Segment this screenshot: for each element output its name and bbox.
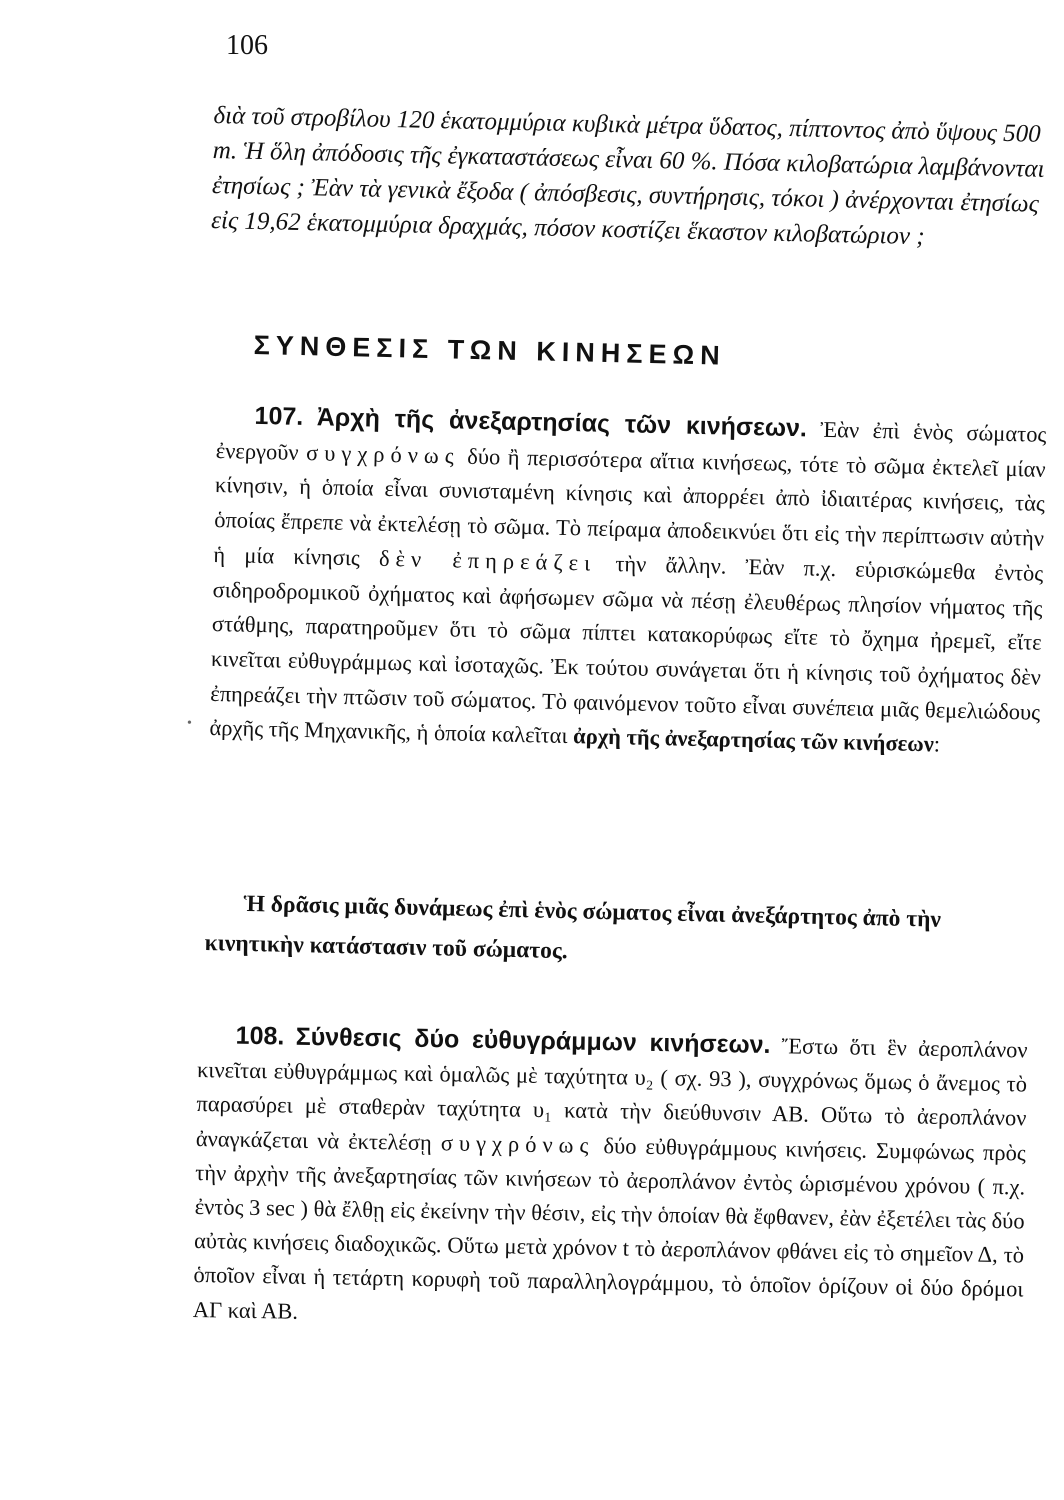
section-107-paragraph bbox=[209, 398, 1047, 765]
section-108-spaced-word: συγχρόνως bbox=[440, 1129, 595, 1158]
problem-text: διὰ τοῦ στροβίλου 120 ἑκατομμύρια κυβικὰ μέτρα ὕδατος, πίπτοντος ἀπὸ ὕψους 500 m. Ἡ ὅλη ἀπόδοσις τῆς ἐγκαταστάσεως εἶναι 60 %. Πόσα κιλοβατώρια λαμβάνονται ἐτησίως ; Ἐὰν τὰ γενικὰ ἔξοδα ( ἀπόσβεσις, συντήρησις, τόκοι ) ἀνέρχονται ἐτησίως εἰς 19,62 ἑκατομμύρια δραχμάς, πόσον κοστίζει ἕκαστον κιλοβατώριον ; bbox=[210, 101, 1045, 251]
section-108-text: Ἔστω ὅτι ἓν ἀεροπλάνον κινεῖται εὐθυγράμμως καὶ ὁμαλῶς μὲ ταχύτητα υ₂ ( σχ. 93 ), συγχρόνως ὅμως ὁ ἄνεμος τὸ παρασύρει μὲ σταθερὰν ταχύτητα υ₁ κατὰ τὴν διεύθυνσιν ΑΒ. Οὕτω τὸ ἀεροπλάνον ἀναγκάζεται νὰ ἐκτελέσῃ bbox=[195, 1033, 1028, 1155]
section-107-spaced-word: συγχρόνως bbox=[305, 439, 460, 469]
section-107-colon: : bbox=[933, 731, 941, 757]
principle-statement-text: Ἡ δρᾶσις μιᾶς δυνάμεως ἐπὶ ἑνὸς σώματος εἶναι ἀνεξάρτητος ἀπὸ τὴν κινητικὴν κατάστασιν τοῦ σώματος. bbox=[204, 890, 942, 965]
section-107-text: τὴν ἄλλην. Ἐὰν π.χ. εὑρισκώμεθα ἐντὸς σιδηροδρομικοῦ ὀχήματος καὶ ἀφήσωμεν σῶμα νὰ πέσῃ ἐλευθέρως πλησίον νήματος τῆς στάθμης, παρατηροῦμεν ὅτι τὸ σῶμα πίπτει κατακορύφως εἴτε τὸ ὄχημα ἠρεμεῖ, εἴτε κινεῖται εὐθυγράμμως καὶ ἰσοταχῶς. Ἐκ τούτου συνάγεται ὅτι ἡ κίνησις τοῦ ὀχήματος δὲν ἐπηρεάζει τὴν πτῶσιν τοῦ σώματος. Τὸ φαινόμενον τοῦτο εἶναι συνέπεια μιᾶς θεμελιώδους ἀρχῆς τῆς Μηχανικῆς, ἡ ὁποία καλεῖται bbox=[209, 550, 1044, 749]
section-107-spaced-phrase: δὲν ἐπηρεάζει bbox=[378, 545, 597, 576]
section-heading: ΣΥΝΘΕΣΙΣ ΤΩΝ ΚΙΝΗΣΕΩΝ bbox=[253, 330, 727, 371]
principle-statement bbox=[204, 883, 1046, 982]
section-107-number: 107. bbox=[254, 401, 304, 431]
page-number: 106 bbox=[226, 30, 268, 61]
section-108-paragraph bbox=[193, 1018, 1028, 1341]
section-108-title: Σύνθεσις δύο εὐθυγράμμων κινήσεων. bbox=[295, 1022, 771, 1059]
section-107-text: δύο ἢ περισσότερα αἴτια κινήσεως, τότε τὸ σῶμα ἐκτελεῖ μίαν κίνησιν, ἡ ὁποία εἶναι συνισταμένη κίνησις καὶ ἀπορρέει ἀπὸ ἰδιαιτέρας κινήσεις, τὰς ὁποίας ἔπρεπε νὰ ἐκτελέσῃ τὸ σῶμα. Τὸ πείραμα ἀποδεικνύει ὅτι εἰς τὴν περίπτωσιν αὐτὴν ἡ μία κίνησις bbox=[213, 443, 1046, 571]
section-107-title: Ἀρχὴ τῆς ἀνεξαρτησίας τῶν κινήσεων. bbox=[316, 403, 808, 443]
section-108-number: 108. bbox=[235, 1021, 285, 1051]
principle-term: ἀρχὴ τῆς ἀνεξαρτησίας τῶν κινήσεων bbox=[572, 723, 935, 757]
section-107-text: Ἐὰν ἐπὶ ἑνὸς σώματος ἐνεργοῦν bbox=[215, 416, 1047, 465]
margin-mark: • bbox=[187, 716, 192, 731]
section-108-text: δύο εὐθυγράμμους κινήσεις. Συμφώνως πρὸς τὴν ἀρχὴν τῆς ἀνεξαρτησίας τῶν κινήσεων τὸ ἀεροπλάνον ἐντὸς ὡρισμένου χρόνου ( π.χ. ἐντὸς 3 sec ) θὰ ἔλθῃ εἰς ἐκείνην τὴν θέσιν, εἰς τὴν ὁποίαν θὰ ἔφθανεν, ἐὰν ἐξετέλει τὰς δύο αὐτὰς κινήσεις διαδοχικῶς. Οὕτω μετὰ χρόνον t τὸ ἀεροπλάνον φθάνει εἰς τὸ σημεῖον Δ, τὸ ὁποῖον εἶναι ἡ τετάρτη κορυφὴ τοῦ παραλληλογράμμου, τὸ ὁποῖον ὁρίζουν οἱ δύο δρόμοι ΑΓ καὶ ΑΒ. bbox=[192, 1132, 1027, 1324]
